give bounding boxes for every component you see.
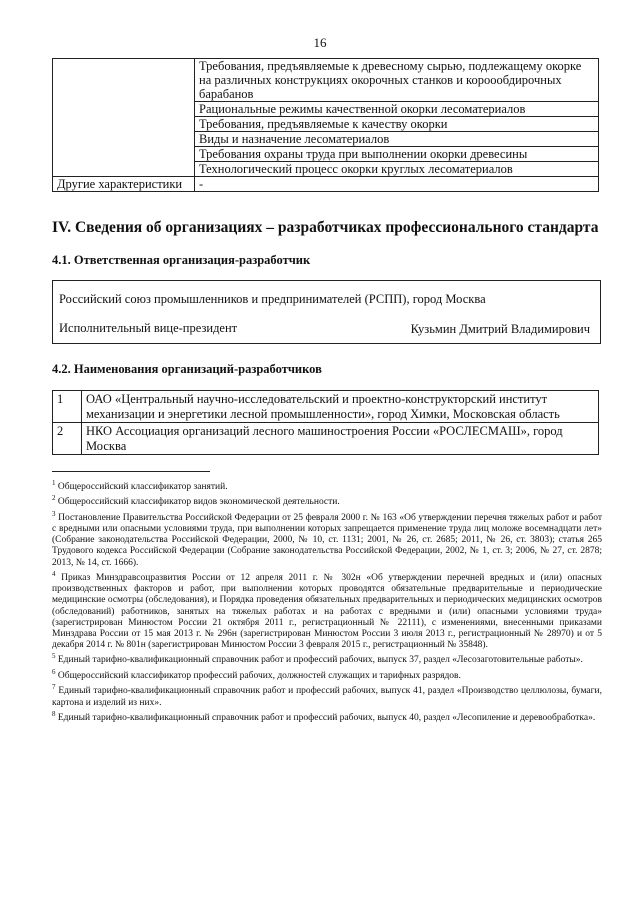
- table-cell: Требования охраны труда при выполнении окорки древесины: [195, 147, 599, 162]
- footnote-number: 7: [52, 683, 56, 692]
- section-title: IV. Сведения об организациях – разработчиках профессионального стандарта: [52, 219, 599, 236]
- other-characteristics-label: Другие характеристики: [53, 177, 195, 192]
- other-characteristics-value: -: [195, 177, 599, 192]
- footnote: [52, 478, 602, 493]
- footnote-text: Единый тарифно-квалификационный справочник работ и профессий рабочих, выпуск 37, раздел «Лесозаготовительные работы».: [57, 655, 583, 666]
- footnote: [52, 651, 602, 666]
- footnotes: [52, 478, 602, 724]
- footnote-text: Постановление Правительства Российской Федерации от 25 февраля 2000 г. № 163 «Об утверждении перечня тяжелых работ и работ с вредными или опасными условиями труда, при выполнении которых запрещается применение труда лиц моложе восемнадцати лет» (Собрание законодательства Российской Федерации, 2000, № 10, ст. 1131; 2001, № 26, ст. 2685; 2011, № 26, ст. 3803); статья 265 Трудового кодекса Российской Федерации (Собрание законодательства Российской Федерации, 2002, № 1, ст. 3; 2006, № 27, ст. 2878; 2013, № 14, ст. 1666).: [52, 512, 603, 568]
- row-number: 1: [53, 391, 82, 423]
- characteristics-table: [52, 58, 599, 192]
- footnote-number: 1: [52, 479, 56, 487]
- table-cell: Виды и назначение лесоматериалов: [195, 132, 599, 147]
- org-description: ОАО «Центральный научно-исследовательский и проектно-конструкторский институт механизации и энергетики лесной промышленности», город Химки, Московская область: [82, 391, 599, 423]
- footnote: [52, 493, 602, 508]
- org-description: НКО Ассоциация организаций лесного машиностроения России «РОСЛЕСМАШ», город Москва: [82, 423, 599, 455]
- developers-heading: 4.2. Наименования организаций-разработчиков: [52, 362, 322, 376]
- footnote: [52, 667, 602, 682]
- table-row: [53, 59, 599, 102]
- footnote-number: 6: [52, 667, 56, 676]
- footnote-text: Единый тарифно-квалификационный справочник работ и профессий рабочих, выпуск 41, раздел «Производство целлюлозы, бумаги, картона и изделий из них».: [52, 686, 603, 708]
- table-cell: Технологический процесс окорки круглых лесоматериалов: [195, 162, 599, 177]
- table-cell: Требования, предъявляемые к качеству окорки: [195, 117, 599, 132]
- footnote-number: 3: [52, 509, 56, 518]
- footnote: [52, 509, 602, 569]
- developers-table: [52, 390, 599, 455]
- footnote-text: Единый тарифно-квалификационный справочник работ и профессий рабочих, выпуск 40, раздел «Лесопиление и деревообработка».: [57, 712, 596, 723]
- footnote-divider: [52, 471, 210, 472]
- org-role: Исполнительный вице-президент: [59, 321, 238, 335]
- footnote: [52, 682, 602, 709]
- footnote-number: 2: [52, 494, 56, 503]
- table-cell: Требования, предъявляемые к древесному сырью, подлежащему окорке на различных конструкциях окорочных станков и короообдирочных барабанов: [195, 59, 599, 102]
- table-cell: Рациональные режимы качественной окорки лесоматериалов: [195, 102, 599, 117]
- footnote: [52, 709, 602, 724]
- table-row: [53, 391, 599, 423]
- row-number: 2: [53, 423, 82, 455]
- org-person: Кузьмин Дмитрий Владимирович: [410, 322, 590, 336]
- responsible-org-heading: 4.1. Ответственная организация-разработчик: [52, 253, 311, 267]
- footnote-text: Общероссийский классификатор видов экономической деятельности.: [57, 497, 340, 508]
- table-cell-empty: [53, 59, 195, 177]
- page-number: 16: [313, 35, 327, 50]
- responsible-org-box: [52, 280, 601, 344]
- footnote-number: 5: [52, 652, 56, 661]
- footnote-text: Приказ Минздравсоцразвития России от 12 апреля 2011 г. № 302н «Об утверждении перечней вредных и (или) опасных производственных факторов и работ, при выполнении которых проводятся обязательные предварительные и периодические медицинские осмотры (обследования), и Порядка проведения обязательных предварительных и периодических медицинских осмотров (обследований) работников, занятых на тяжелых работах и на работах с вредными и (или) опасными условиями труда» (зарегистрирован Минюстом России 21 октября 2011 г., регистрационный № 22111), с изменениями, внесенными приказами Минздрава России от 15 мая 2013 г. № 296н (зарегистрирован Минюстом России 3 июля 2013 г., регистрационный № 28970) и от 5 декабря 2014 г. № 801н (зарегистрирован Минюстом России 3 февраля 2015 г., регистрационный № 35848).: [52, 573, 602, 651]
- footnote-text: Общероссийский классификатор занятий.: [57, 482, 228, 493]
- footnote-number: 8: [52, 709, 56, 718]
- footnote: [52, 569, 602, 652]
- table-row: [53, 423, 599, 455]
- footnote-number: 4: [52, 569, 56, 578]
- org-name: Российский союз промышленников и предпринимателей (РСПП), город Москва: [59, 292, 486, 306]
- table-row: [53, 177, 599, 192]
- footnote-text: Общероссийский классификатор профессий рабочих, должностей служащих и тарифных разрядов.: [57, 670, 461, 681]
